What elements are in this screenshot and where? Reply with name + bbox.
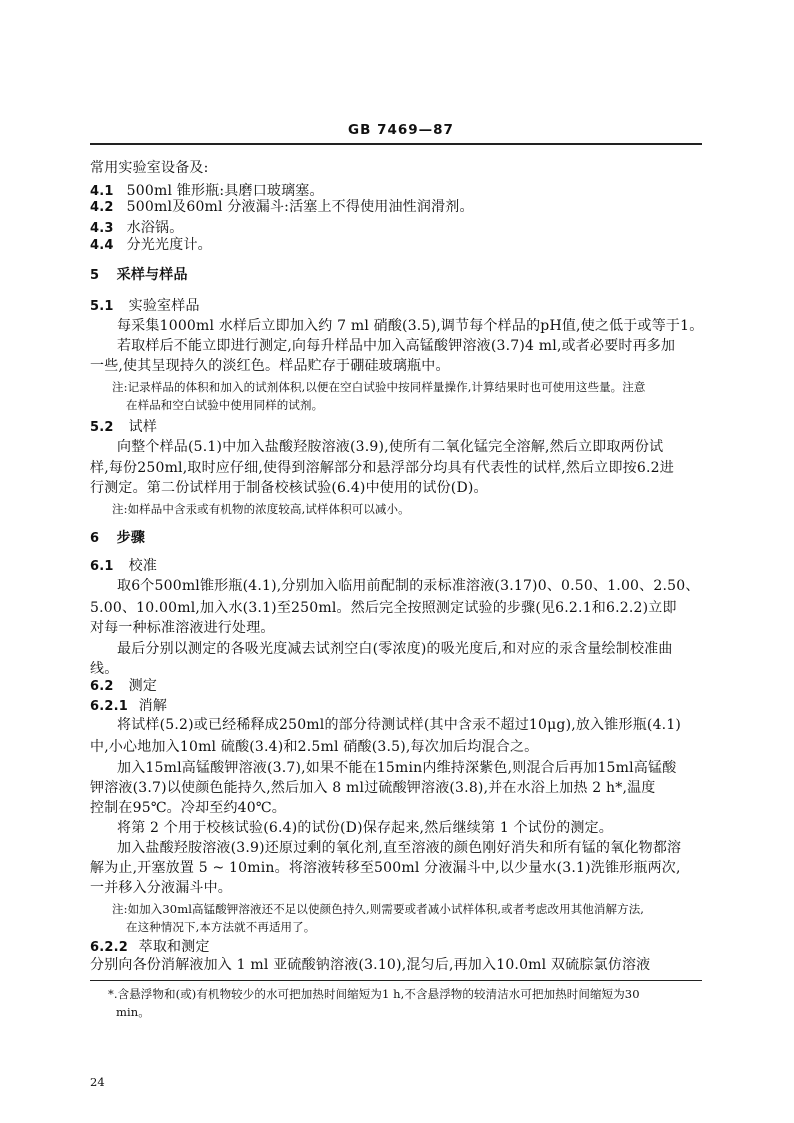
paragraph-line: 对每一种标准溶液进行处理。	[90, 620, 275, 636]
paragraph-line: 一并移入分液漏斗中。	[90, 880, 232, 896]
item-number: 4.2	[90, 200, 114, 215]
note-line: 在样品和空白试验中使用同样的试剂。	[126, 398, 324, 412]
footnote-line: min。	[116, 1005, 150, 1019]
subsection-heading	[90, 556, 157, 577]
section-number: 5	[90, 268, 100, 283]
equipment-intro: 常用实验室设备及:	[90, 160, 209, 176]
section-heading	[90, 265, 188, 286]
paragraph-line: 5.00、10.00ml,加入水(3.1)至250ml。然后完全按照测定试验的步骤(见6.2.1和6.2.2)立即	[90, 600, 677, 616]
paragraph-line: 向整个样品(5.1)中加入盐酸羟胺溶液(3.9),使所有二氧化锰完全溶解,然后立即取两份试	[117, 439, 664, 455]
paragraph-line: 最后分别以测定的各吸光度减去试剂空白(零浓度)的吸光度后,和对应的汞含量绘制校准曲	[117, 641, 673, 657]
paragraph-line: 样,每份250ml,取时应仔细,使得到溶解部分和悬浮部分均具有代表性的试样,然后立即按6.2进	[90, 460, 674, 476]
item-text: 500ml及60ml 分液漏斗:活塞上不得使用油性润滑剂。	[126, 199, 474, 215]
subsection-heading	[90, 296, 200, 317]
page-number: 24	[90, 1075, 105, 1089]
paragraph-line: 若取样后不能立即进行测定,向每升样品中加入高锰酸钾溶液(3.7)4 ml,或者必要时再多加	[117, 338, 676, 354]
subsection-title: 萃取和测定	[138, 939, 210, 955]
note-line: 注:记录样品的体积和加入的试剂体积,以便在空白试验中按同样量操作,计算结果时也可使用这些量。注意	[112, 380, 646, 394]
paragraph-line: 将第 2 个用于校核试验(6.4)的试份(D)保存起来,然后继续第 1 个试份的测定。	[117, 820, 614, 836]
paragraph-line: 加入盐酸羟胺溶液(3.9)还原过剩的氧化剂,直至溶液的颜色刚好消失和所有锰的氧化物都溶	[117, 840, 682, 856]
paragraph-line: 钾溶液(3.7)以使颜色能持久,然后加入 8 ml过硫酸钾溶液(3.8),并在水浴上加热 2 h*,温度	[90, 780, 656, 796]
subsection-title: 消解	[138, 698, 168, 714]
paragraph-line: 行测定。第二份试样用于制备校核试验(6.4)中使用的试份(D)。	[90, 480, 488, 496]
paragraph-line: 取6个500ml锥形瓶(4.1),分别加入临用前配制的汞标准溶液(3.17)0、0.50、1.00、2.50、	[117, 578, 700, 594]
standard-code: GB 7469—87	[348, 122, 454, 138]
subsection-number: 5.1	[90, 299, 114, 314]
footnote-rule	[90, 980, 702, 981]
section-heading	[90, 528, 145, 549]
subsection-title: 实验室样品	[128, 298, 200, 314]
paragraph-line: 一些,使其呈现持久的淡红色。样品贮存于硼硅玻璃瓶中。	[90, 358, 450, 374]
paragraph-line: 解为止,开塞放置 5 ~ 10min。将溶液转移至500ml 分液漏斗中,以少量水(3.1)洗锥形瓶两次,	[90, 860, 681, 876]
footnote-line: *.含悬浮物和(或)有机物较少的水可把加热时间缩短为1 h,不含悬浮物的较清洁水可把加热时间缩短为30	[108, 987, 640, 1001]
paragraph-line: 中,小心地加入10ml 硫酸(3.4)和2.5ml 硝酸(3.5),每次加后均混合之。	[90, 739, 539, 755]
header-rule	[90, 143, 702, 145]
paragraph-line: 加入15ml高锰酸钾溶液(3.7),如果不能在15min内维持深紫色,则混合后再加15ml高锰酸	[117, 760, 677, 776]
equipment-item	[90, 235, 212, 256]
subsection-title: 校准	[128, 558, 158, 574]
subsection-number: 6.2	[90, 679, 114, 694]
section-title: 步骤	[116, 530, 146, 546]
note-line: 注:如样品中含汞或有机物的浓度较高,试样体积可以减小。	[112, 502, 410, 516]
subsection-title: 测定	[128, 678, 158, 694]
section-number: 6	[90, 531, 100, 546]
note-line: 注:如加入30ml高锰酸钾溶液还不足以使颜色持久,则需要或者减小试样体积,或者考虑改用其他消解方法,	[112, 902, 645, 916]
subsection-number: 6.1	[90, 559, 114, 574]
subsection-number: 5.2	[90, 420, 114, 435]
subsection-number: 6.2.2	[90, 940, 129, 955]
section-title: 采样与样品	[116, 267, 188, 283]
paragraph-line: 线。	[90, 661, 119, 677]
item-number: 4.4	[90, 238, 114, 253]
subsection-title: 试样	[128, 419, 158, 435]
paragraph-line: 分别向各份消解液加入 1 ml 亚硫酸钠溶液(3.10),混匀后,再加入10.0ml 双硫腙氯仿溶液	[90, 957, 651, 973]
paragraph-line: 将试样(5.2)或已经稀释成250ml的部分待测试样(其中含汞不超过10μg),放入锥形瓶(4.1)	[117, 717, 682, 733]
paragraph-line: 每采集1000ml 水样后立即加入约 7 ml 硝酸(3.5),调节每个样品的pH值,使之低于或等于1。	[117, 318, 704, 334]
subsection-number: 6.2.1	[90, 699, 129, 714]
item-number: 4.1	[90, 184, 114, 199]
subsection-heading	[90, 696, 167, 717]
item-text: 500ml 锥形瓶:具磨口玻璃塞。	[126, 183, 324, 199]
item-text: 水浴锅。	[126, 220, 184, 236]
item-number: 4.3	[90, 221, 114, 236]
subsection-heading	[90, 417, 157, 438]
equipment-item	[90, 197, 474, 218]
subsection-heading	[90, 676, 157, 697]
item-text: 分光光度计。	[126, 237, 212, 253]
paragraph-line: 控制在95℃。冷却至约40℃。	[90, 800, 286, 816]
note-line: 在这种情况下,本方法就不再适用了。	[126, 920, 316, 934]
